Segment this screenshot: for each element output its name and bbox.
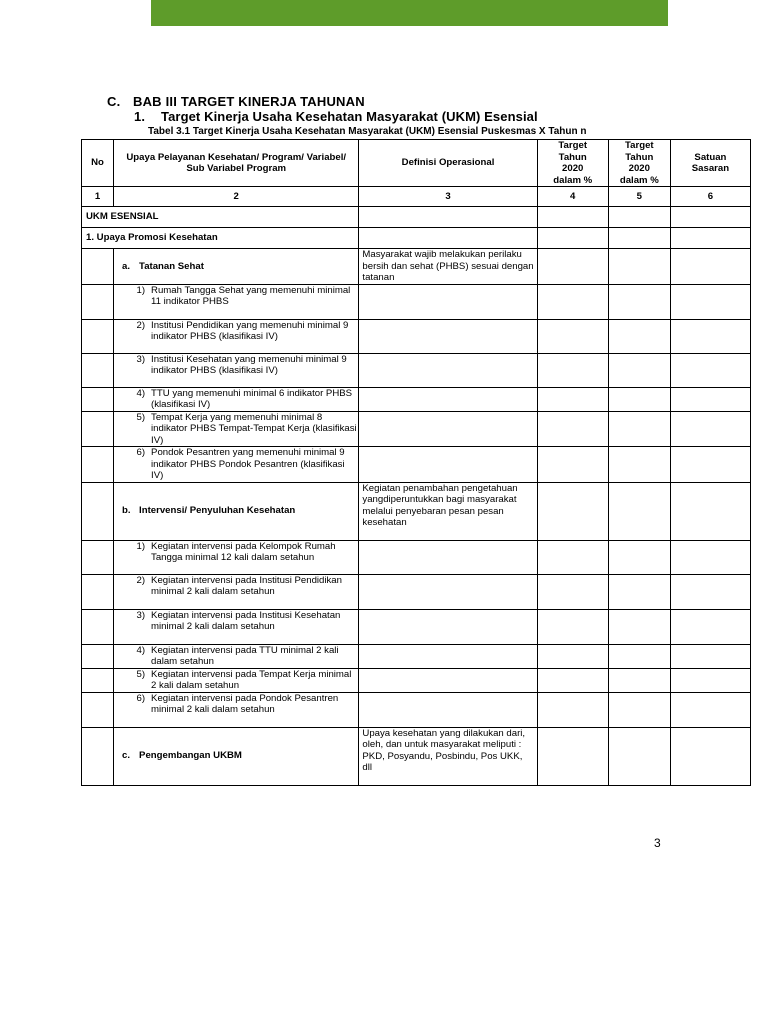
column-number: 5 bbox=[608, 187, 670, 207]
column-number: 2 bbox=[114, 187, 359, 207]
column-header: Upaya Pelayanan Kesehatan/ Program/ Variabel/ Sub Variabel Program bbox=[114, 140, 359, 187]
column-header: Definisi Operasional bbox=[359, 140, 537, 187]
group-row bbox=[82, 207, 751, 228]
table-row: 6) Pondok Pesantren yang memenuhi minimal 9 indikator PHBS Pondok Pesantren (klasifikasi IV) bbox=[82, 447, 751, 483]
section-row bbox=[82, 228, 751, 249]
subsection-row bbox=[82, 727, 751, 785]
column-number-row bbox=[82, 187, 751, 207]
table-row: 3) Institusi Kesehatan yang memenuhi minimal 9 indikator PHBS (klasifikasi IV) bbox=[82, 353, 751, 387]
page-number: 3 bbox=[654, 836, 661, 850]
subsection-row bbox=[82, 482, 751, 540]
column-number: 6 bbox=[670, 187, 750, 207]
subsection-label: c. bbox=[122, 750, 131, 762]
subsection-label: b. bbox=[122, 505, 131, 517]
subsection-row bbox=[82, 249, 751, 285]
section-row-title: 1. Upaya Promosi Kesehatan bbox=[82, 228, 359, 249]
table-row: 2) Kegiatan intervensi pada Institusi Pendidikan minimal 2 kali dalam setahun bbox=[82, 574, 751, 609]
item-text: Pondok Pesantren yang memenuhi minimal 9 indikator PHBS Pondok Pesantren (klasifikasi IV) bbox=[151, 447, 345, 481]
table-row: 5) Kegiatan intervensi pada Tempat Kerja minimal 2 kali dalam setahun bbox=[82, 668, 751, 692]
table-row: 5) Tempat Kerja yang memenuhi minimal 8 indikator PHBS Tempat-Tempat Kerja (klasifikasi IV) bbox=[82, 411, 751, 447]
table-row: 2) Institusi Pendidikan yang memenuhi minimal 9 indikator PHBS (klasifikasi IV) bbox=[82, 319, 751, 353]
subsection-label: a. bbox=[122, 260, 131, 272]
table-caption: Tabel 3.1 Target Kinerja Usaha Kesehatan Masyarakat (UKM) Esensial Puskesmas X Tahun n bbox=[148, 126, 587, 137]
item-text: Institusi Pendidikan yang memenuhi minimal 9 indikator PHBS (klasifikasi IV) bbox=[151, 319, 349, 342]
definition-cell: Masyarakat wajib melakukan perilaku bersih dan sehat (PHBS) sesuai dengan tatanan bbox=[359, 249, 537, 285]
column-header: No bbox=[82, 140, 114, 187]
chapter-title: BAB III TARGET KINERJA TAHUNAN bbox=[133, 94, 365, 109]
item-text: Kegiatan intervensi pada Tempat Kerja minimal 2 kali dalam setahun bbox=[151, 668, 352, 691]
target-table bbox=[81, 139, 751, 786]
column-number: 1 bbox=[82, 187, 114, 207]
item-text: Kegiatan intervensi pada Institusi Kesehatan minimal 2 kali dalam setahun bbox=[151, 609, 341, 632]
section-label: 1. bbox=[134, 109, 146, 124]
section-heading bbox=[134, 109, 538, 124]
item-text: Kegiatan intervensi pada TTU minimal 2 kali dalam setahun bbox=[151, 644, 339, 667]
column-header: Satuan Sasaran bbox=[670, 140, 750, 187]
item-text: Tempat Kerja yang memenuhi minimal 8 indikator PHBS Tempat-Tempat Kerja (klasifikasi IV) bbox=[151, 411, 357, 446]
table-row: 4) Kegiatan intervensi pada TTU minimal 2 kali dalam setahun bbox=[82, 644, 751, 668]
subsection-title: Intervensi/ Penyuluhan Kesehatan bbox=[139, 505, 296, 517]
item-text: TTU yang memenuhi minimal 6 indikator PHBS (klasifikasi IV) bbox=[151, 387, 353, 410]
definition-cell: Upaya kesehatan yang dilakukan dari, oleh, dan untuk masyarakat meliputi : PKD, Posyandu, Posbindu, Pos UKK, dll bbox=[359, 727, 537, 785]
item-text: Kegiatan intervensi pada Pondok Pesantren minimal 2 kali dalam setahun bbox=[151, 692, 339, 715]
item-text: Rumah Tangga Sehat yang memenuhi minimal 11 indikator PHBS bbox=[151, 284, 351, 307]
table-header-row bbox=[82, 140, 751, 187]
table-row: 3) Kegiatan intervensi pada Institusi Kesehatan minimal 2 kali dalam setahun bbox=[82, 609, 751, 644]
item-text: Kegiatan intervensi pada Institusi Pendidikan minimal 2 kali dalam setahun bbox=[151, 574, 342, 597]
subsection-title: Pengembangan UKBM bbox=[139, 750, 242, 762]
item-text: Kegiatan intervensi pada Kelompok Rumah Tangga minimal 12 kali dalam setahun bbox=[151, 540, 336, 563]
chapter-label: C. bbox=[107, 94, 121, 109]
column-header: Target Tahun 2020 dalam % bbox=[537, 140, 608, 187]
group-title: UKM ESENSIAL bbox=[82, 207, 359, 228]
column-header: Target Tahun 2020 dalam % bbox=[608, 140, 670, 187]
section-title: Target Kinerja Usaha Kesehatan Masyarakat (UKM) Esensial bbox=[161, 109, 538, 124]
table-row: 1) Rumah Tangga Sehat yang memenuhi minimal 11 indikator PHBS bbox=[82, 284, 751, 319]
column-number: 4 bbox=[537, 187, 608, 207]
column-number: 3 bbox=[359, 187, 537, 207]
table-row: 6) Kegiatan intervensi pada Pondok Pesantren minimal 2 kali dalam setahun bbox=[82, 692, 751, 727]
subsection-title: Tatanan Sehat bbox=[139, 260, 204, 272]
top-decorative-bar bbox=[151, 0, 668, 26]
item-text: Institusi Kesehatan yang memenuhi minimal 9 indikator PHBS (klasifikasi IV) bbox=[151, 353, 347, 376]
chapter-heading bbox=[107, 94, 365, 109]
table-row: 1) Kegiatan intervensi pada Kelompok Rumah Tangga minimal 12 kali dalam setahun bbox=[82, 540, 751, 574]
definition-cell: Kegiatan penambahan pengetahuan yangdiperuntukkan bagi masyarakat melalui penyebaran pesan pesan kesehatan bbox=[359, 482, 537, 540]
table-row: 4) TTU yang memenuhi minimal 6 indikator PHBS (klasifikasi IV) bbox=[82, 387, 751, 411]
